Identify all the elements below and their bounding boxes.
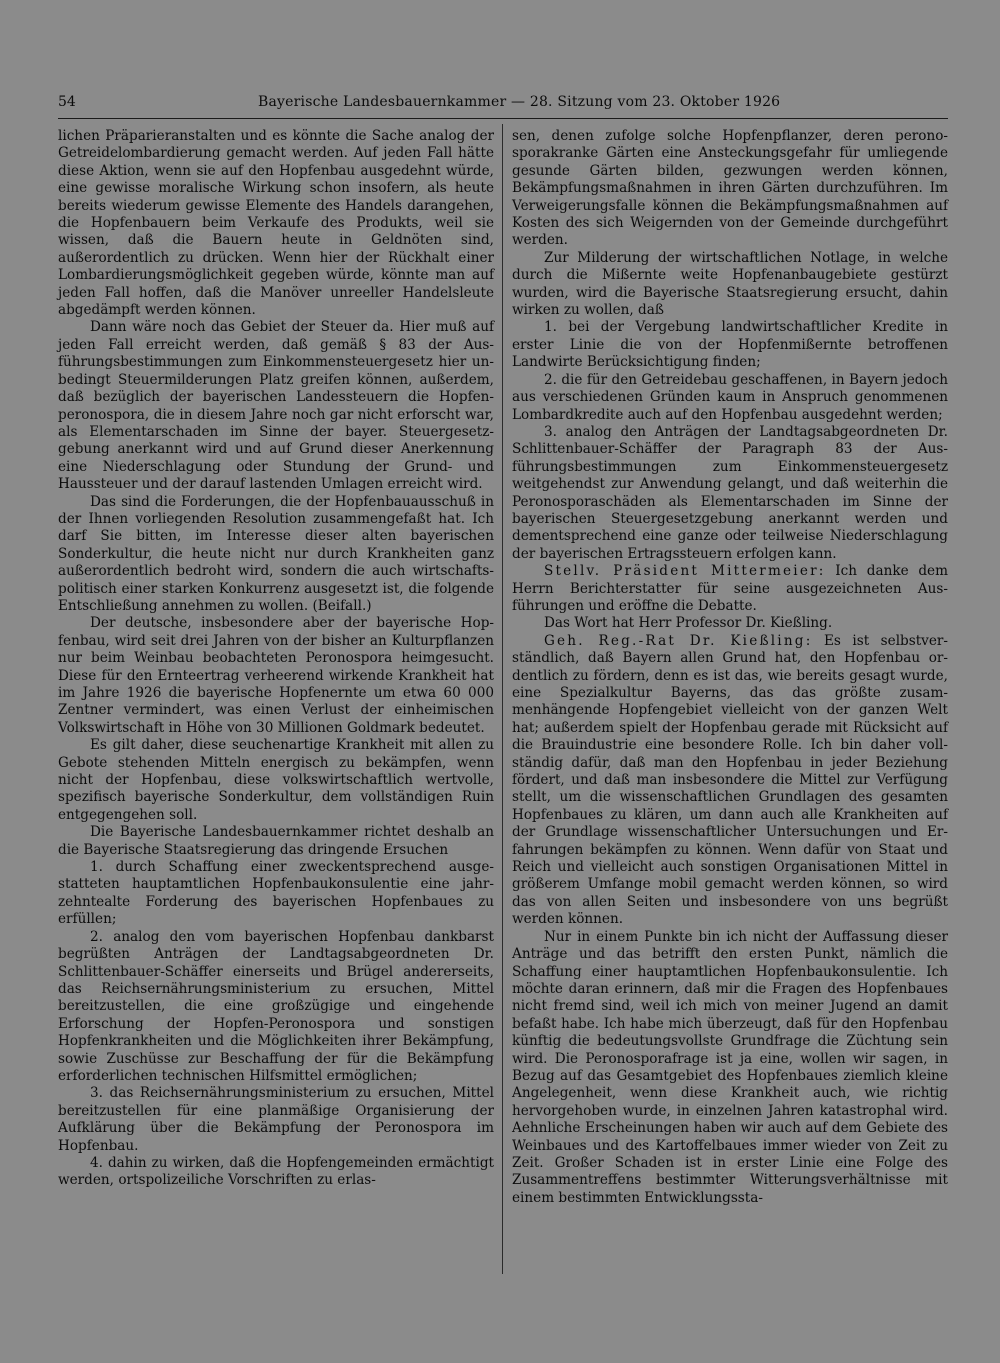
header-rule [58, 118, 948, 119]
paragraph: Nur in einem Punkte bin ich nicht der Auffassung dieser Anträge und das betrifft den ersten Punkt, nämlich die Schaffung einer hauptamtlichen Hopfenbaukonsulentie. Ich möchte daran erinnern, daß mir die Fragen des Hopfenbaues nicht fremd sind, weil ich mich von meiner Jugend an damit befaßt habe. Ich habe mich überzeugt, daß für den Hopfenbau künftig die bedeutungsvollste Grundfrage die Züchtung sein wird. Die Peronosporafrage ist ja eine, wollen wir sagen, in Bezug auf das Gesamtgebiet des Hopfenbaues ziemlich kleine Angelegenheit, wenn diese Krankheit auch, wie richtig hervorgehoben wurde, in einzelnen Jahren katastrophal wird. Aehnliche Erscheinungen haben wir auch auf dem Gebiete des Weinbaues und des Kartoffelbaues immer wieder von Zeit zu Zeit. Großer Schaden ist in erster Linie eine Folge des Zusammentreffens bestimmter Witterungsverhältnisse mit einem bestimmten Entwicklungssta- [512, 928, 948, 1206]
page-header [58, 90, 781, 116]
running-title: Bayerische Landesbauernkammer — 28. Sitzung vom 23. Oktober 1926 [258, 94, 781, 110]
paragraph: Die Bayerische Landesbauernkammer richtet deshalb an die Bayerische Staatsregierung das dringende Ersuchen [58, 824, 494, 858]
speech-text: Ich danke dem Herrn Berichterstatter für seine ausgezeichneten Ausführungen und eröffne die Debatte. [512, 563, 948, 614]
speech-paragraph [512, 633, 948, 929]
list-item: 2. analog den vom bayerischen Hopfenbau dankbarst begrüßten Anträgen der Landtagsabgeordneten Dr. Schlittenbauer-Schäffer einerseits und Brügel andererseits, das Reichsernährungsministerium zu ersuchen, Mittel bereitzustellen, die eine großzügige und eingehende Erforschung der Hopfen-Peronospora und sonstigen Hopfenkrankheiten und die Möglichkeiten ihrer Bekämpfung, sowie Zuschüsse zur Beschaffung der für die Bekämpfung erforderlichen technischen Hilfsmittel ermöglichen; [58, 928, 494, 1084]
paragraph: Das sind die Forderungen, die der Hopfenbauausschuß in der Ihnen vorliegenden Resolution zusammengefaßt hat. Ich darf Sie bitten, im Interesse dieser alten bayerischen Sonderkultur, die heute nicht nur durch Krankheiten ganz außerordentlich bedroht wird, sondern die auch wirtschaftspolitisch einer starken Konkurrenz ausgesetzt ist, die folgende Entschließung annehmen zu wollen. (Beifall.) [58, 493, 494, 614]
speaker-name: Stellv. Präsident Mittermeier: [544, 563, 826, 580]
page-number: 54 [58, 94, 76, 110]
list-item: 3. analog den Anträgen der Landtagsabgeordneten Dr. Schlittenbauer-Schäffer der Paragraph 83 der Ausführungsbestimmungen zum Einkommensteuergesetz weitgehendst zur Anwendung gelangt, und daß weiterhin die Peronosporaschäden als Elementarschaden im Sinne der bayerischen Steuergesetzgebung anerkannt werden und dementsprechend eine ganze oder teilweise Niederschlagung der bayerischen Ertragssteuern erfolgen kann. [512, 423, 948, 562]
paragraph: Der deutsche, insbesondere aber der bayerische Hopfenbau, wird seit drei Jahren von der bisher an Kulturpflanzen nur beim Weinbau beobachteten Peronospora heimgesucht. Diese für den Ernteertrag verheerend wirkende Krankheit hat im Jahre 1926 die bayerische Hopfenernte um etwa 60 000 Zentner vermindert, was einen Verlust der einheimischen Volkswirtschaft in Höhe von 30 Millionen Goldmark bedeutet. [58, 615, 494, 736]
right-column [512, 128, 948, 1207]
list-item: 1. bei der Vergebung landwirtschaftlicher Kredite in erster Linie die von der Hopfenmißernte betroffenen Landwirte Berücksichtigung finden; [512, 319, 948, 371]
paragraph: Zur Milderung der wirtschaftlichen Notlage, in welche durch die Mißernte weite Hopfenanbaugebiete gestürzt wurden, wird die Bayerische Staatsregierung ersucht, dahin wirken zu wollen, daß [512, 249, 948, 319]
left-column [58, 128, 494, 1190]
paragraph: lichen Präparieranstalten und es könnte die Sache analog der Getreidelombardierung gemacht werden. Auf jeden Fall hätte diese Aktion, wenn sie auf den Hopfenbau ausgedehnt würde, eine gewisse moralische Wirkung schon insofern, als heute bereits wiederum gewisse Elemente des Handels darangehen, die Hopfenbauern beim Verkaufe des Produkts, weil sie wissen, daß die Bauern heute in Geldnöten sind, außerordentlich zu drücken. Wenn hier der Rückhalt einer Lombardierungsmöglichkeit gegeben würde, könnte man auf jeden Fall hoffen, daß die Manöver unreeller Handelsleute abgedämpft werden können. [58, 128, 494, 319]
paragraph: Dann wäre noch das Gebiet der Steuer da. Hier muß auf jeden Fall erreicht werden, daß gemäß § 83 der Ausführungsbestimmungen zum Einkommensteuergesetz hier unbedingt Steuermilderungen Platz greifen können, außerdem, daß bezüglich der bayerischen Landessteuern die Hopfenperonospora, die in diesem Jahre noch gar nicht erforscht war, als Elementarschaden im Sinne der bayer. Steuergesetzgebung anerkannt wird und auf Grund dieser Anerkennung eine Niederschlagung oder Stundung der Grund- und Haussteuer und der darauf lastenden Umlagen erreicht wird. [58, 319, 494, 493]
speech-text: Es ist selbstverständlich, daß Bayern allen Grund hat, den Hopfenbau ordentlich zu fördern, denn es ist das, wie bereits gesagt wurde, eine Spezialkultur Bayerns, das das größte zusammenhängende Hopfengebiet vielleicht von der ganzen Welt hat; außerdem spielt der Hopfenbau gerade mit Rücksicht auf die Brauindustrie eine besondere Rolle. Ich bin daher vollständig dafür, daß man den Hopfenbau in jeder Beziehung fördert, und daß man insbesondere die Mittel zur Verfügung stellt, um die wissenschaftlichen Grundlagen des gesamten Hopfenbaues zu klären, um dann auch alle Krankheiten auf der Grundlage wissenschaftlicher Untersuchungen und Erfahrungen bekämpfen zu können. Wenn dafür von Staat und Reich und vielleicht auch sonstigen Organisationen Mittel in größerem Umfange mobil gemacht werden können, so wird das von allen Seiten und insbesondere von uns begrüßt werden können. [512, 632, 948, 928]
speech-paragraph [512, 563, 948, 615]
paragraph: Es gilt daher, diese seuchenartige Krankheit mit allen zu Gebote stehenden Mitteln energisch zu bekämpfen, wenn nicht der Hopfenbau, diese volkswirtschaftlich wertvolle, spezifisch bayerische Sonderkultur, dem vollständigen Ruin entgegengehen soll. [58, 737, 494, 823]
list-item: 3. das Reichsernährungsministerium zu ersuchen, Mittel bereitzustellen für eine planmäßige Organisierung der Aufklärung über die Bekämpfung der Peronospora im Hopfenbau. [58, 1085, 494, 1154]
column-divider [502, 124, 503, 1274]
list-item: 4. dahin zu wirken, daß die Hopfengemeinden ermächtigt werden, ortspolizeiliche Vorschriften zu erlas- [58, 1154, 494, 1189]
list-item: 1. durch Schaffung einer zweckentsprechend ausgestatteten hauptamtlichen Hopfenbaukonsulentie eine jahrzehntealte Forderung des bayerischen Hopfenbaues zu erfüllen; [58, 859, 494, 928]
paragraph: sen, denen zufolge solche Hopfenpflanzer, deren peronosporakranke Gärten eine Ansteckungsgefahr für umliegende gesunde Gärten bilden, gezwungen werden können, Bekämpfungsmaßnahmen in ihren Gärten durchzuführen. Im Verweigerungsfalle können die Bekämpfungsmaßnahmen auf Kosten des sich Weigernden von der Gemeinde durchgeführt werden. [512, 128, 948, 249]
list-item: 2. die für den Getreidebau geschaffenen, in Bayern jedoch aus verschiedenen Gründen kaum in Anspruch genommenen Lombardkredite auch auf den Hopfenbau ausgedehnt werden; [512, 371, 948, 423]
speaker-name: Geh. Reg.-Rat Dr. Kießling: [544, 632, 813, 649]
paragraph: Das Wort hat Herr Professor Dr. Kießling. [544, 615, 833, 632]
